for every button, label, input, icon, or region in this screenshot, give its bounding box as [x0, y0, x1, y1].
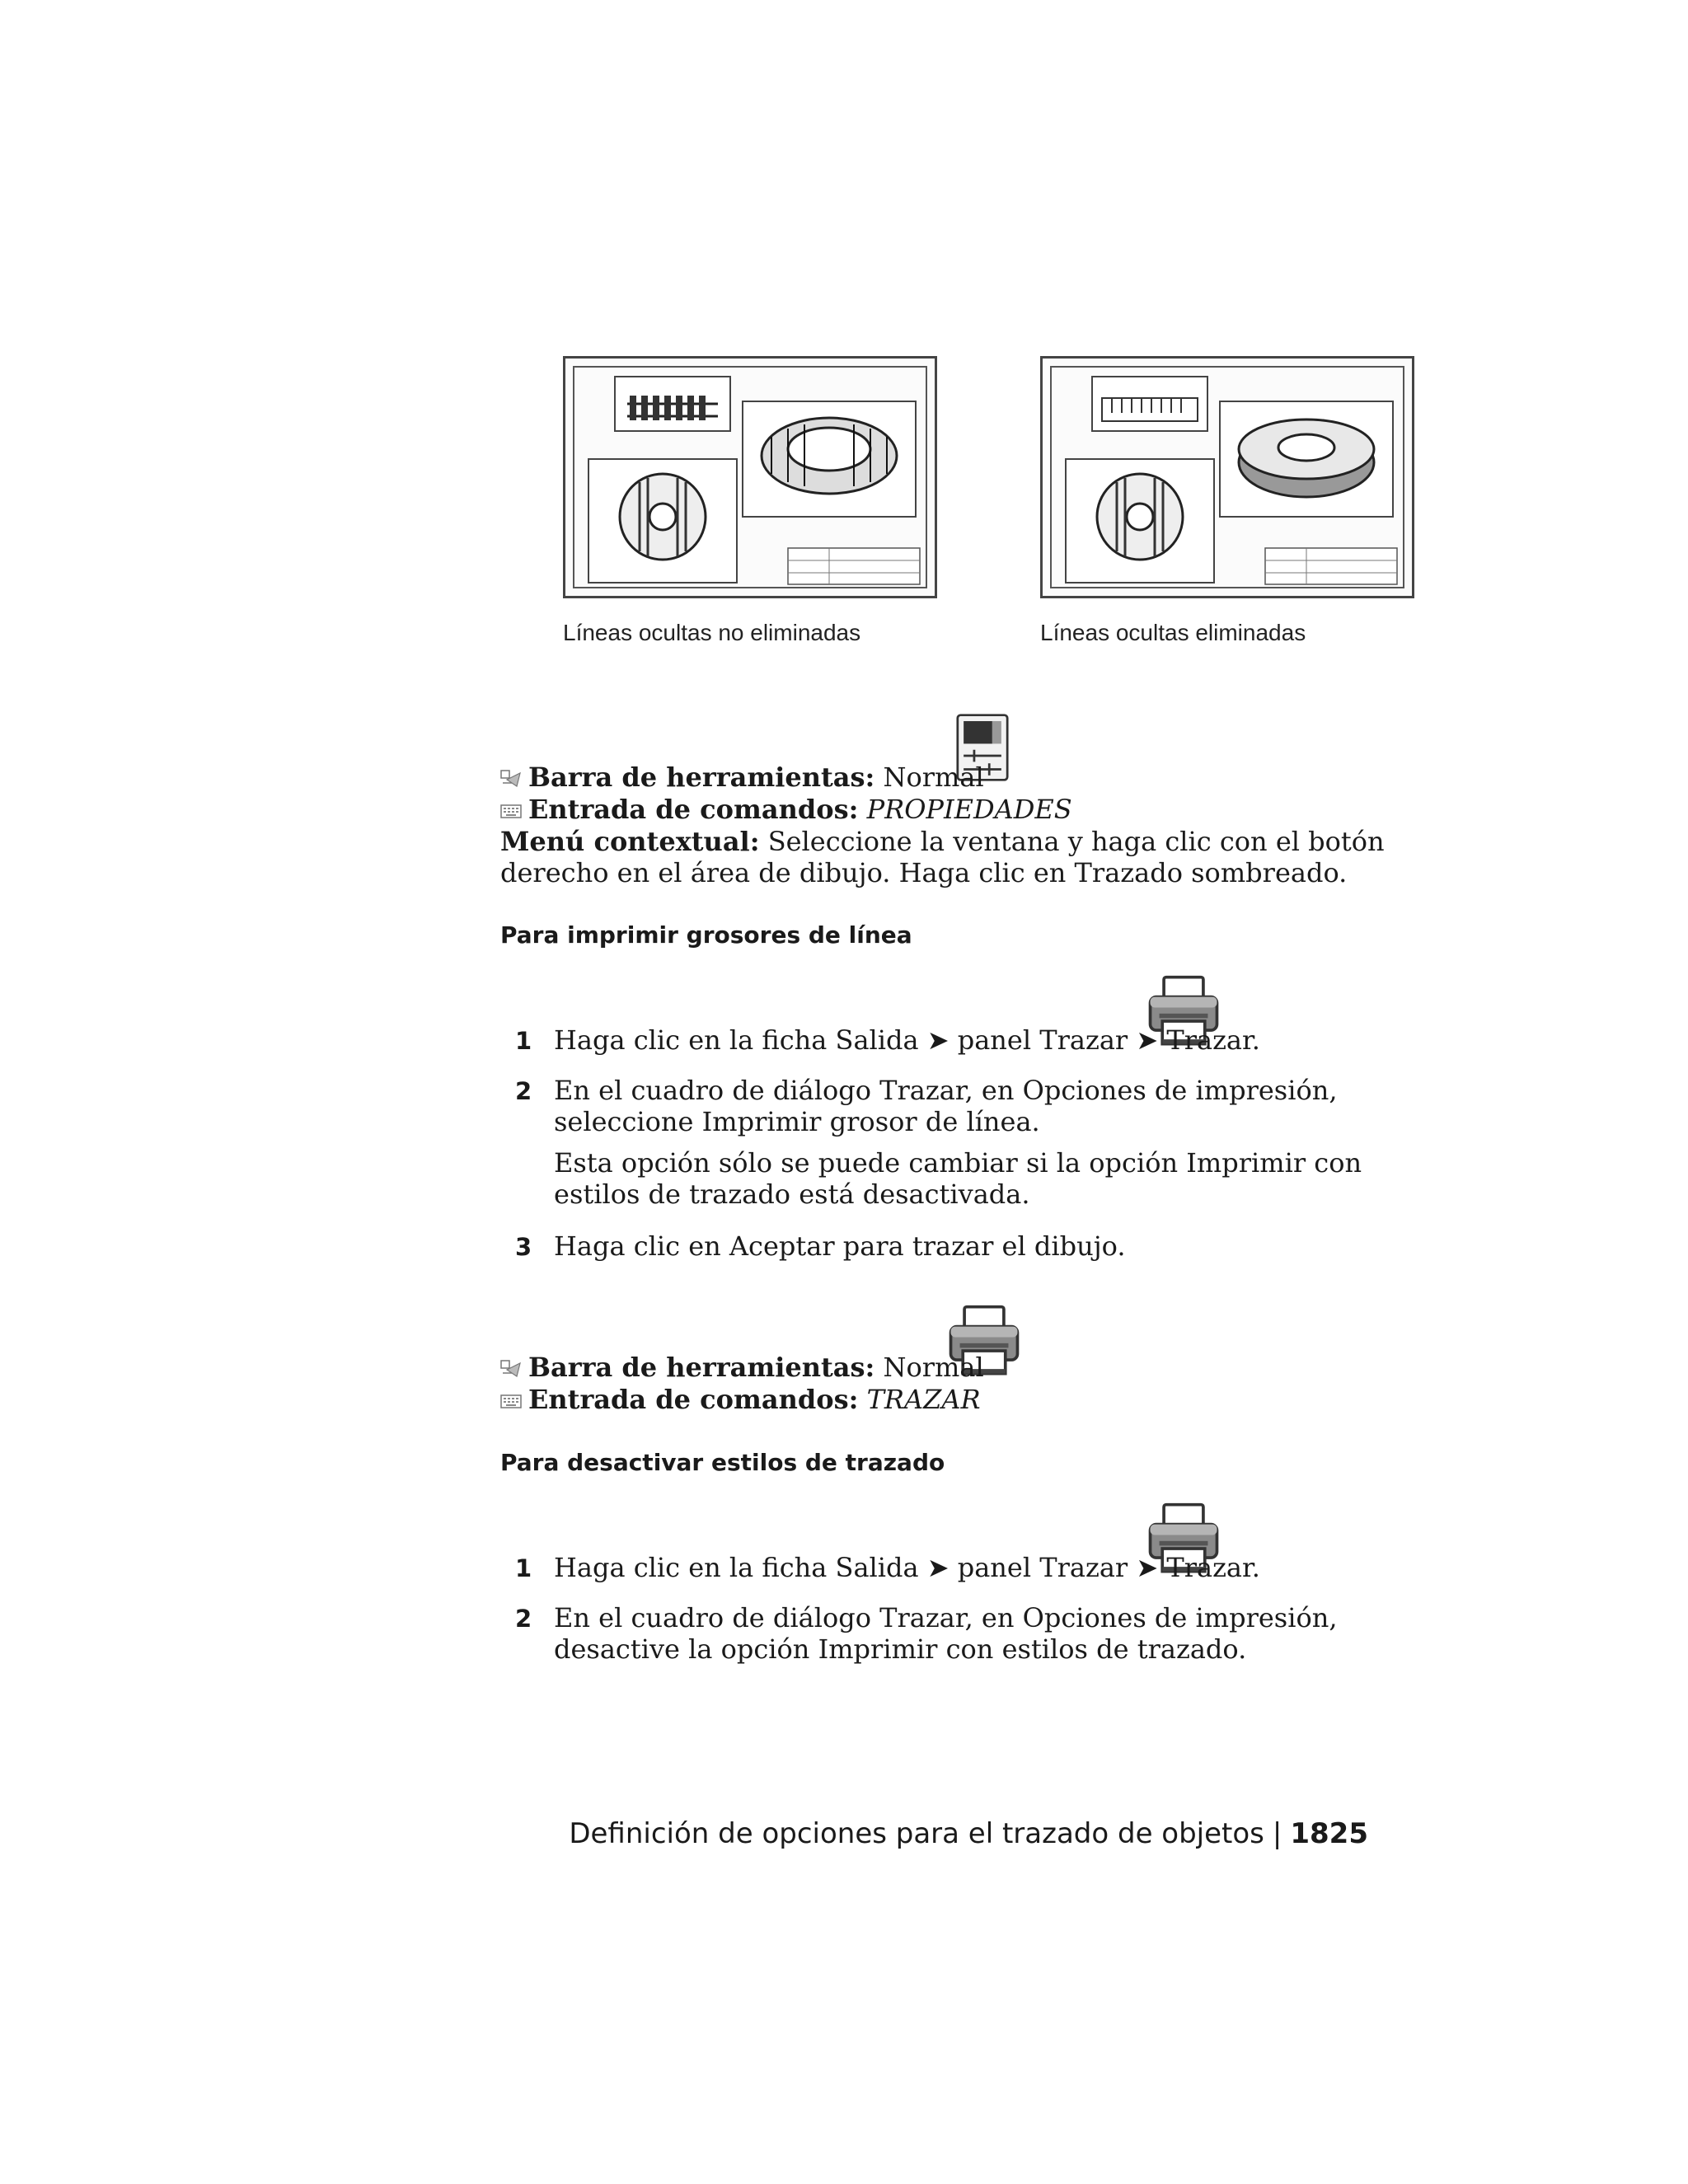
keyboard-icon	[500, 802, 522, 820]
toolbar-label: Barra de herramientas:	[528, 1352, 875, 1383]
step-number: 2	[515, 1605, 532, 1633]
section-heading: Para imprimir grosores de línea	[500, 921, 912, 949]
command-value: PROPIEDADES	[866, 794, 1072, 825]
toolbar-line	[500, 762, 984, 793]
command-line	[500, 794, 1072, 825]
step-number: 2	[515, 1077, 532, 1105]
page-number: 1825	[1290, 1817, 1368, 1850]
context-menu-paragraph	[500, 826, 1390, 888]
step-text: Haga clic en la ficha Salida ➤ panel Trazar ➤ Trazar.	[554, 1024, 1260, 1056]
page-footer	[569, 1817, 1368, 1850]
figure-caption: Líneas ocultas eliminadas	[1040, 620, 1306, 645]
command-label: Entrada de comandos:	[528, 794, 859, 825]
toolbar-label: Barra de herramientas:	[528, 762, 875, 793]
section-heading: Para desactivar estilos de trazado	[500, 1449, 945, 1476]
toolbar-line	[500, 1352, 984, 1383]
step-note: Esta opción sólo se puede cambiar si la opción Imprimir con estilos de trazado está desactivada.	[554, 1147, 1362, 1210]
context-text: Seleccione la ventana y haga clic con el botón derecho en el área de dibujo. Haga clic en Trazado sombreado.	[500, 826, 1385, 888]
command-label: Entrada de comandos:	[528, 1384, 859, 1415]
context-label: Menú contextual:	[500, 826, 760, 857]
step-number: 3	[515, 1233, 532, 1261]
footer-separator: |	[1272, 1817, 1282, 1850]
step-number: 1	[515, 1027, 532, 1055]
footer-title: Definición de opciones para el trazado de objetos	[569, 1817, 1264, 1850]
figure-caption: Líneas ocultas no eliminadas	[563, 620, 861, 645]
toolbar-icon	[500, 1360, 522, 1378]
toolbar-value: Normal	[883, 762, 984, 793]
step-text: Haga clic en la ficha Salida ➤ panel Trazar ➤ Trazar.	[554, 1552, 1260, 1583]
figure-hidden-lines-removed	[1040, 356, 1414, 598]
step-number: 1	[515, 1554, 532, 1582]
command-line	[500, 1384, 981, 1415]
keyboard-icon	[500, 1392, 522, 1410]
command-value: TRAZAR	[866, 1384, 981, 1415]
step-text: En el cuadro de diálogo Trazar, en Opciones de impresión, seleccione Imprimir grosor de línea.	[554, 1075, 1338, 1137]
figure-hidden-lines-not-removed	[563, 356, 937, 598]
step-text: En el cuadro de diálogo Trazar, en Opciones de impresión, desactive la opción Imprimir con estilos de trazado.	[554, 1602, 1338, 1665]
toolbar-icon	[500, 770, 522, 788]
step-text: Haga clic en Aceptar para trazar el dibujo.	[554, 1230, 1126, 1262]
toolbar-value: Normal	[883, 1352, 984, 1383]
